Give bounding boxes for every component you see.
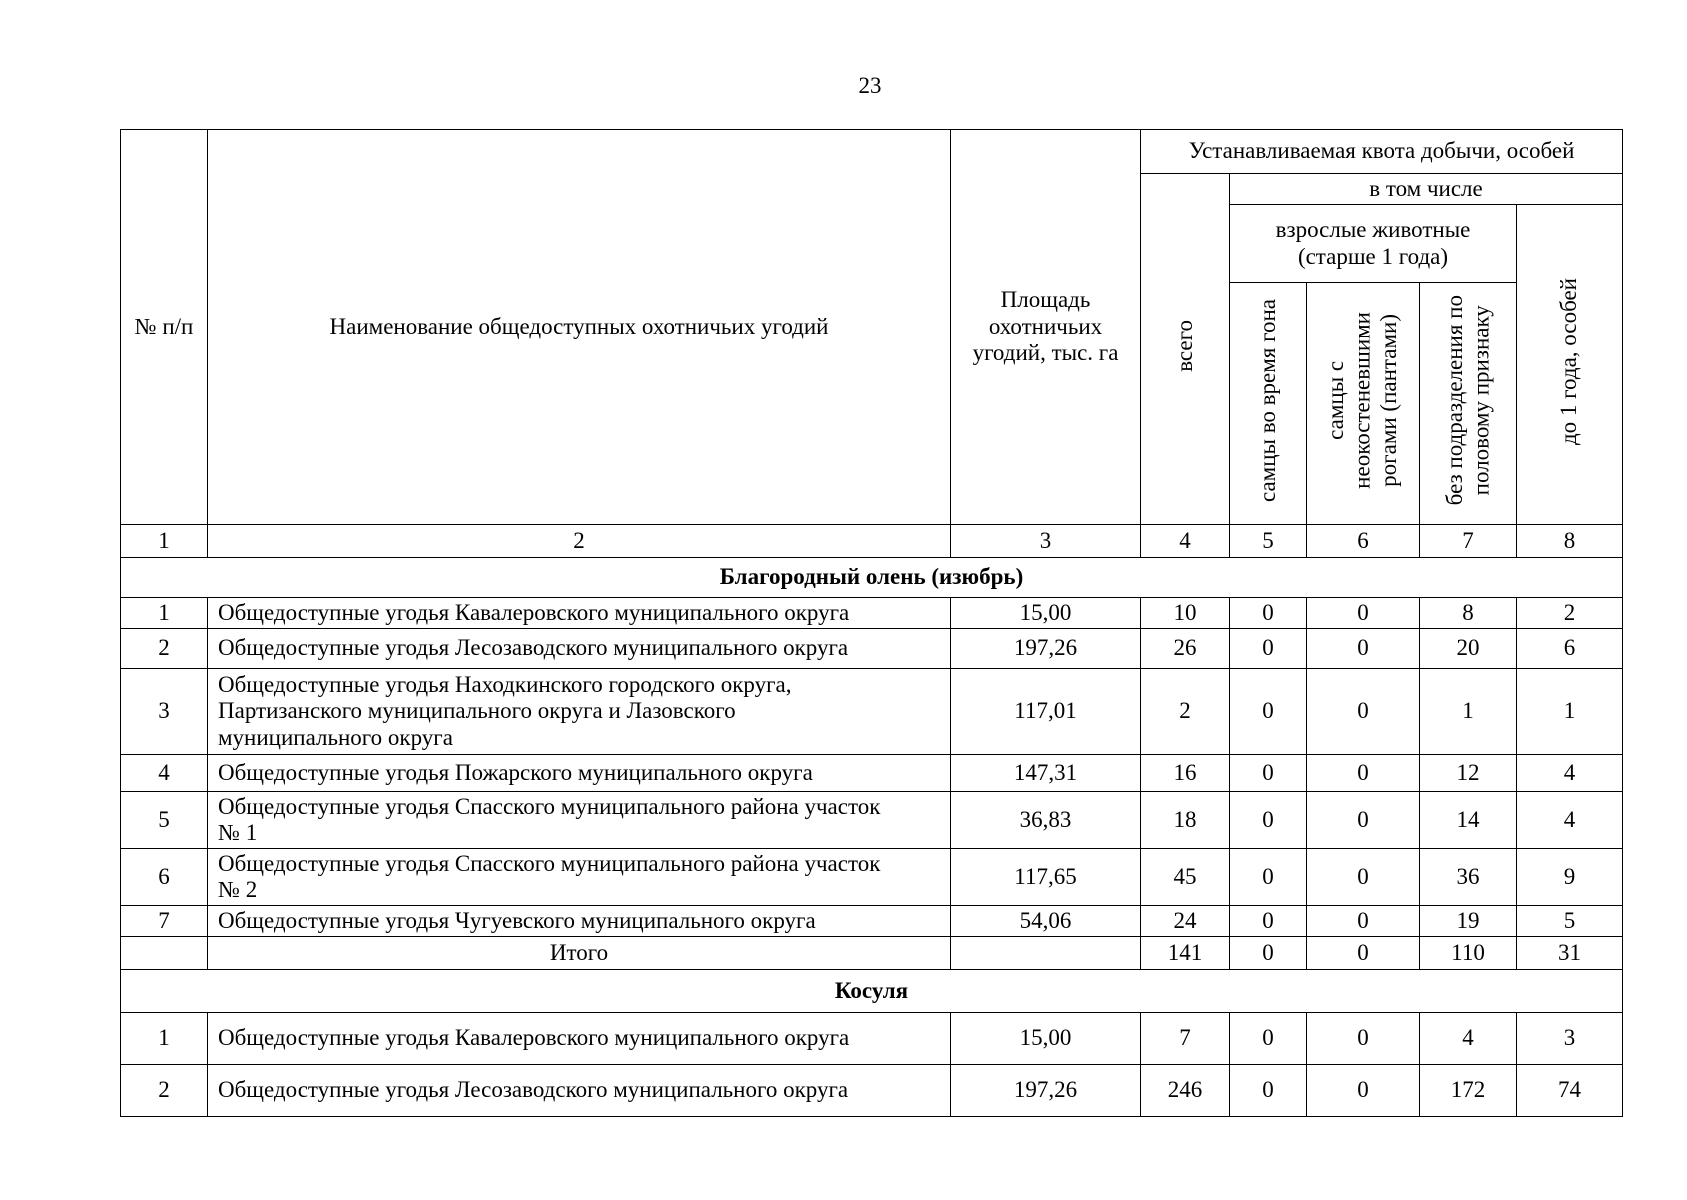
header-name: Наименование общедоступных охотничьих угодий: [208, 130, 951, 525]
row-name: Общедоступные угодья Лесозаводского муниципального округа: [208, 629, 951, 669]
table-body: [121, 558, 1623, 1117]
row-c8: 6: [1517, 629, 1623, 669]
header-no-sex-cell: [1420, 283, 1517, 525]
row-c8: 2: [1517, 598, 1623, 629]
row-area: 147,31: [951, 755, 1141, 792]
header-including: в том числе: [1230, 174, 1623, 205]
total-label: Итого: [208, 937, 951, 970]
row-num: 2: [121, 1065, 208, 1117]
row-area: 197,26: [951, 629, 1141, 669]
header-males-rut-cell: [1230, 283, 1307, 525]
row-c5: 0: [1230, 1013, 1307, 1065]
table-row: [121, 849, 1623, 906]
header-adult: взрослые животные (старше 1 года): [1230, 205, 1517, 283]
total-c6: 0: [1307, 937, 1420, 970]
row-num: 2: [121, 629, 208, 669]
row-c6: 0: [1307, 792, 1420, 849]
table-row: [121, 629, 1623, 669]
row-c6: 0: [1307, 849, 1420, 906]
row-area: 15,00: [951, 598, 1141, 629]
row-name: Общедоступные угодья Кавалеровского муниципального округа: [208, 598, 951, 629]
section-title-roe-deer: Косуля: [121, 970, 1623, 1013]
column-number: 5: [1230, 525, 1307, 558]
table-row: [121, 755, 1623, 792]
row-area: 197,26: [951, 1065, 1141, 1117]
row-area: 117,01: [951, 669, 1141, 755]
column-number: 2: [208, 525, 951, 558]
row-total: 26: [1141, 629, 1230, 669]
row-c5: 0: [1230, 669, 1307, 755]
row-c8: 4: [1517, 755, 1623, 792]
header-males-antlers: самцы с неокостеневшими рогами (пантами): [1323, 311, 1402, 489]
row-num: 4: [121, 755, 208, 792]
row-total: 24: [1141, 906, 1230, 937]
row-num: 3: [121, 669, 208, 755]
header-total-cell: [1141, 174, 1230, 525]
column-numbers-row: [121, 525, 1623, 558]
row-c7: 19: [1420, 906, 1517, 937]
row-c5: 0: [1230, 1065, 1307, 1117]
header-num: № п/п: [121, 130, 208, 525]
row-c5: 0: [1230, 755, 1307, 792]
column-number: 4: [1141, 525, 1230, 558]
row-c7: 1: [1420, 669, 1517, 755]
row-c7: 36: [1420, 849, 1517, 906]
row-c8: 5: [1517, 906, 1623, 937]
row-name: Общедоступные угодья Лесозаводского муниципального округа: [208, 1065, 951, 1117]
total-total: 141: [1141, 937, 1230, 970]
row-num: 1: [121, 1013, 208, 1065]
row-c6: 0: [1307, 755, 1420, 792]
row-total: 45: [1141, 849, 1230, 906]
row-total: 7: [1141, 1013, 1230, 1065]
page-number: 23: [858, 73, 882, 98]
column-number: 7: [1420, 525, 1517, 558]
total-num-empty: [121, 937, 208, 970]
row-c5: 0: [1230, 849, 1307, 906]
table-row: [121, 906, 1623, 937]
total-c8: 31: [1517, 937, 1623, 970]
header-males-rut: самцы во время гона: [1254, 298, 1280, 502]
row-num: 7: [121, 906, 208, 937]
header-area: Площадь охотничьих угодий, тыс. га: [951, 130, 1141, 525]
row-c5: 0: [1230, 629, 1307, 669]
row-area: 15,00: [951, 1013, 1141, 1065]
row-c8: 74: [1517, 1065, 1623, 1117]
table-row: [121, 598, 1623, 629]
row-c8: 9: [1517, 849, 1623, 906]
row-c5: 0: [1230, 906, 1307, 937]
row-total: 10: [1141, 598, 1230, 629]
row-c7: 8: [1420, 598, 1517, 629]
column-number: 1: [121, 525, 208, 558]
table-header: [121, 130, 1623, 558]
table-row: [121, 1013, 1623, 1065]
header-quota-title: Устанавливаемая квота добычи, особей: [1141, 130, 1623, 174]
row-c7: 12: [1420, 755, 1517, 792]
row-c5: 0: [1230, 792, 1307, 849]
row-area: 36,83: [951, 792, 1141, 849]
row-c6: 0: [1307, 669, 1420, 755]
row-num: 1: [121, 598, 208, 629]
row-total: 246: [1141, 1065, 1230, 1117]
row-c6: 0: [1307, 629, 1420, 669]
row-total: 16: [1141, 755, 1230, 792]
row-c6: 0: [1307, 1013, 1420, 1065]
column-number: 8: [1517, 525, 1623, 558]
row-c5: 0: [1230, 598, 1307, 629]
table-row: [121, 792, 1623, 849]
row-total: 18: [1141, 792, 1230, 849]
row-c7: 172: [1420, 1065, 1517, 1117]
table-row: [121, 669, 1623, 755]
row-c8: 3: [1517, 1013, 1623, 1065]
row-area: 117,65: [951, 849, 1141, 906]
section-title-red-deer: Благородный олень (изюбрь): [121, 558, 1623, 598]
row-c7: 14: [1420, 792, 1517, 849]
row-c7: 20: [1420, 629, 1517, 669]
row-c8: 4: [1517, 792, 1623, 849]
header-under-one: до 1 года, особей: [1556, 277, 1582, 445]
row-name: Общедоступные угодья Чугуевского муниципального округа: [208, 906, 951, 937]
row-name: Общедоступные угодья Кавалеровского муниципального округа: [208, 1013, 951, 1065]
row-num: 6: [121, 849, 208, 906]
row-area: 54,06: [951, 906, 1141, 937]
header-under-one-cell: [1517, 205, 1623, 525]
header-no-sex: без подразделения по половому признаку: [1441, 295, 1493, 506]
row-c8: 1: [1517, 669, 1623, 755]
header-total: всего: [1171, 319, 1197, 372]
row-name: Общедоступные угодья Спасского муниципального района участок № 2: [208, 849, 951, 906]
quota-table: [120, 129, 1623, 1117]
row-c6: 0: [1307, 1065, 1420, 1117]
total-row: [121, 937, 1623, 970]
table-row: [121, 1065, 1623, 1117]
row-num: 5: [121, 792, 208, 849]
row-c7: 4: [1420, 1013, 1517, 1065]
total-c5: 0: [1230, 937, 1307, 970]
row-c6: 0: [1307, 598, 1420, 629]
column-number: 3: [951, 525, 1141, 558]
header-males-antlers-cell: [1307, 283, 1420, 525]
row-c6: 0: [1307, 906, 1420, 937]
row-total: 2: [1141, 669, 1230, 755]
total-area-empty: [951, 937, 1141, 970]
total-c7: 110: [1420, 937, 1517, 970]
row-name: Общедоступные угодья Находкинского городского округа, Партизанского муниципального округа и Лазовского муниципального округа: [208, 669, 951, 755]
row-name: Общедоступные угодья Пожарского муниципального округа: [208, 755, 951, 792]
row-name: Общедоступные угодья Спасского муниципального района участок № 1: [208, 792, 951, 849]
column-number: 6: [1307, 525, 1420, 558]
